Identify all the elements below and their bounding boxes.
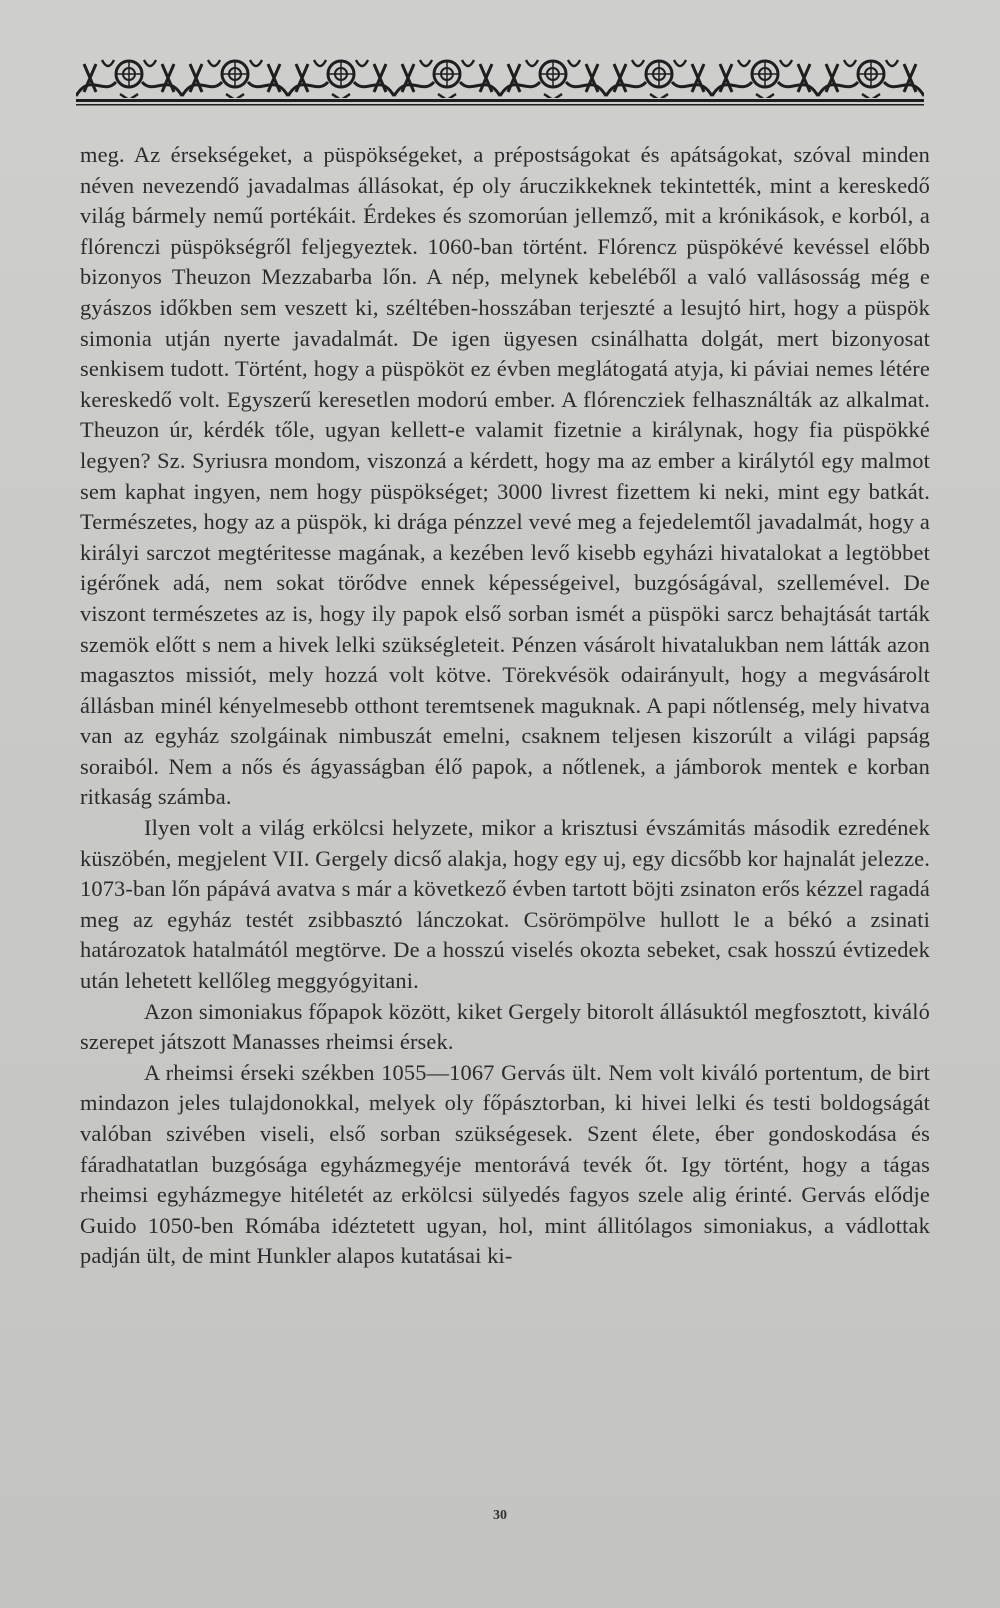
decorative-header-border (76, 52, 924, 108)
paragraph-4: A rheimsi érseki székben 1055—1067 Gervás ült. Nem volt kiváló portentum, de birt mindazon jeles tulajdonokkal, melyek oly főpásztorban, ki hivei lelki és testi boldogságát valóban szivében viseli, első sorban szükségesek. Szent élete, éber gondoskodása és fáradhatatlan buzgósága egyházmegyéje mentorává tevék őt. Igy történt, hogy a tágas rheimsi egyházmegye hitéletét az erkölcsi sülyedés fagyos szele alig érinté. Gervás elődje Guido 1050-ben Rómába idéztetett ugyan, hol, mint állitólagos simoniakus, a vádlottak padján ült, de mint Hunkler alapos kutatásai ki- (80, 1059, 930, 1269)
paragraph-2: Ilyen volt a világ erkölcsi helyzete, mikor a krisztusi évszámitás második ezredének küszöbén, megjelent VII. Gergely dicső alakja, hogy egy uj, egy dicsőbb kor hajnalát jelezze. 1073-ban lőn pápává avatva s már a következő évben tartott böjti zsinaton erős kézzel ragadá meg az egyház testét zsibbasztó lánczokat. Csörömpölve hullott le a békó a zsinati határozatok hatalmától megtörve. De a hosszú viselés okozta sebeket, csak hosszú évtizedek után lehetett kellőleg meggyógyitani. (80, 815, 931, 994)
body-text (80, 140, 930, 1272)
page-number: 30 (493, 1508, 507, 1523)
paragraph-1: meg. Az érsekségeket, a püspökségeket, a prépostságokat és apátságokat, szóval minden néven nevezendő javadalmas állásokat, ép oly áruczikkeknek tekintették, mint a kereskedő világ bármely nemű portékáit. Érdekes és szomorúan jellemző, mit a krónikások, e korból, a flórenczi püspökségről feljegyeztek. 1060-ban történt. Flórencz püspökévé kevéssel előbb bizonyos Theuzon Mezzabarba lőn. A nép, melynek kebeléből a való vallásosság még e gyászos időkben sem veszett ki, széltében-hosszában terjeszté a lesujtó hirt, hogy a püspök simonia utján nyerte javadalmát. De igen ügyesen csinálhatta dolgát, mert bizonyosat senkisem tudott. Történt, hogy a püspököt ez évben meglátogatá atyja, ki páviai nemes létére kereskedő volt. Egyszerű keresetlen modorú ember. A flórencziek felhasználták az alkalmat. Theuzon úr, kérdék tőle, ugyan kellett-e valamit fizetnie a királynak, hogy fia püspökké legyen? Sz. Syriusra mondom, viszonzá a kérdett, hogy ma az ember a királytól egy malmot sem kaphat ingyen, nem hogy püspökséget; 3000 livrest fizettem ki neki, mint egy batkát. Természetes, hogy az a püspök, ki drága pénzzel vevé meg a fejedelemtől javadalmát, hogy a királyi sarczot megtéritesse magának, a kezében levő kisebb egyházi hivatalokat a legtöbbet igérőnek adá, nem sokat törődve ennek képességeivel, buzgóságával, szellemével. De viszont természetes az is, hogy ily papok első sorban ismét a püspöki sarcz behajtását tarták szemök előtt s nem a hivek lelki szükségleteit. Pénzen vásárolt hivatalukban nem látták azon magasztos missiót, mely hozzá volt kötve. Törekvésök odairányult, hogy a megvásárolt állásban minél kényelmesebb otthont teremtsenek maguknak. A papi nőtlenség, mely hivatva van az egyház szolgáinak nimbuszát emelni, csaknem teljesen kiszorúlt a világi papság soraiból. Nem a nős és ágyasságban élő papok, a nőtlenek, a jámborok mentek e korban ritkaság számba. (80, 142, 930, 810)
paragraph-3: Azon simoniakus főpapok között, kiket Gergely bitorolt állásuktól megfosztott, kiváló szerepet játszott Manasses rheimsi érsek. (80, 998, 930, 1055)
